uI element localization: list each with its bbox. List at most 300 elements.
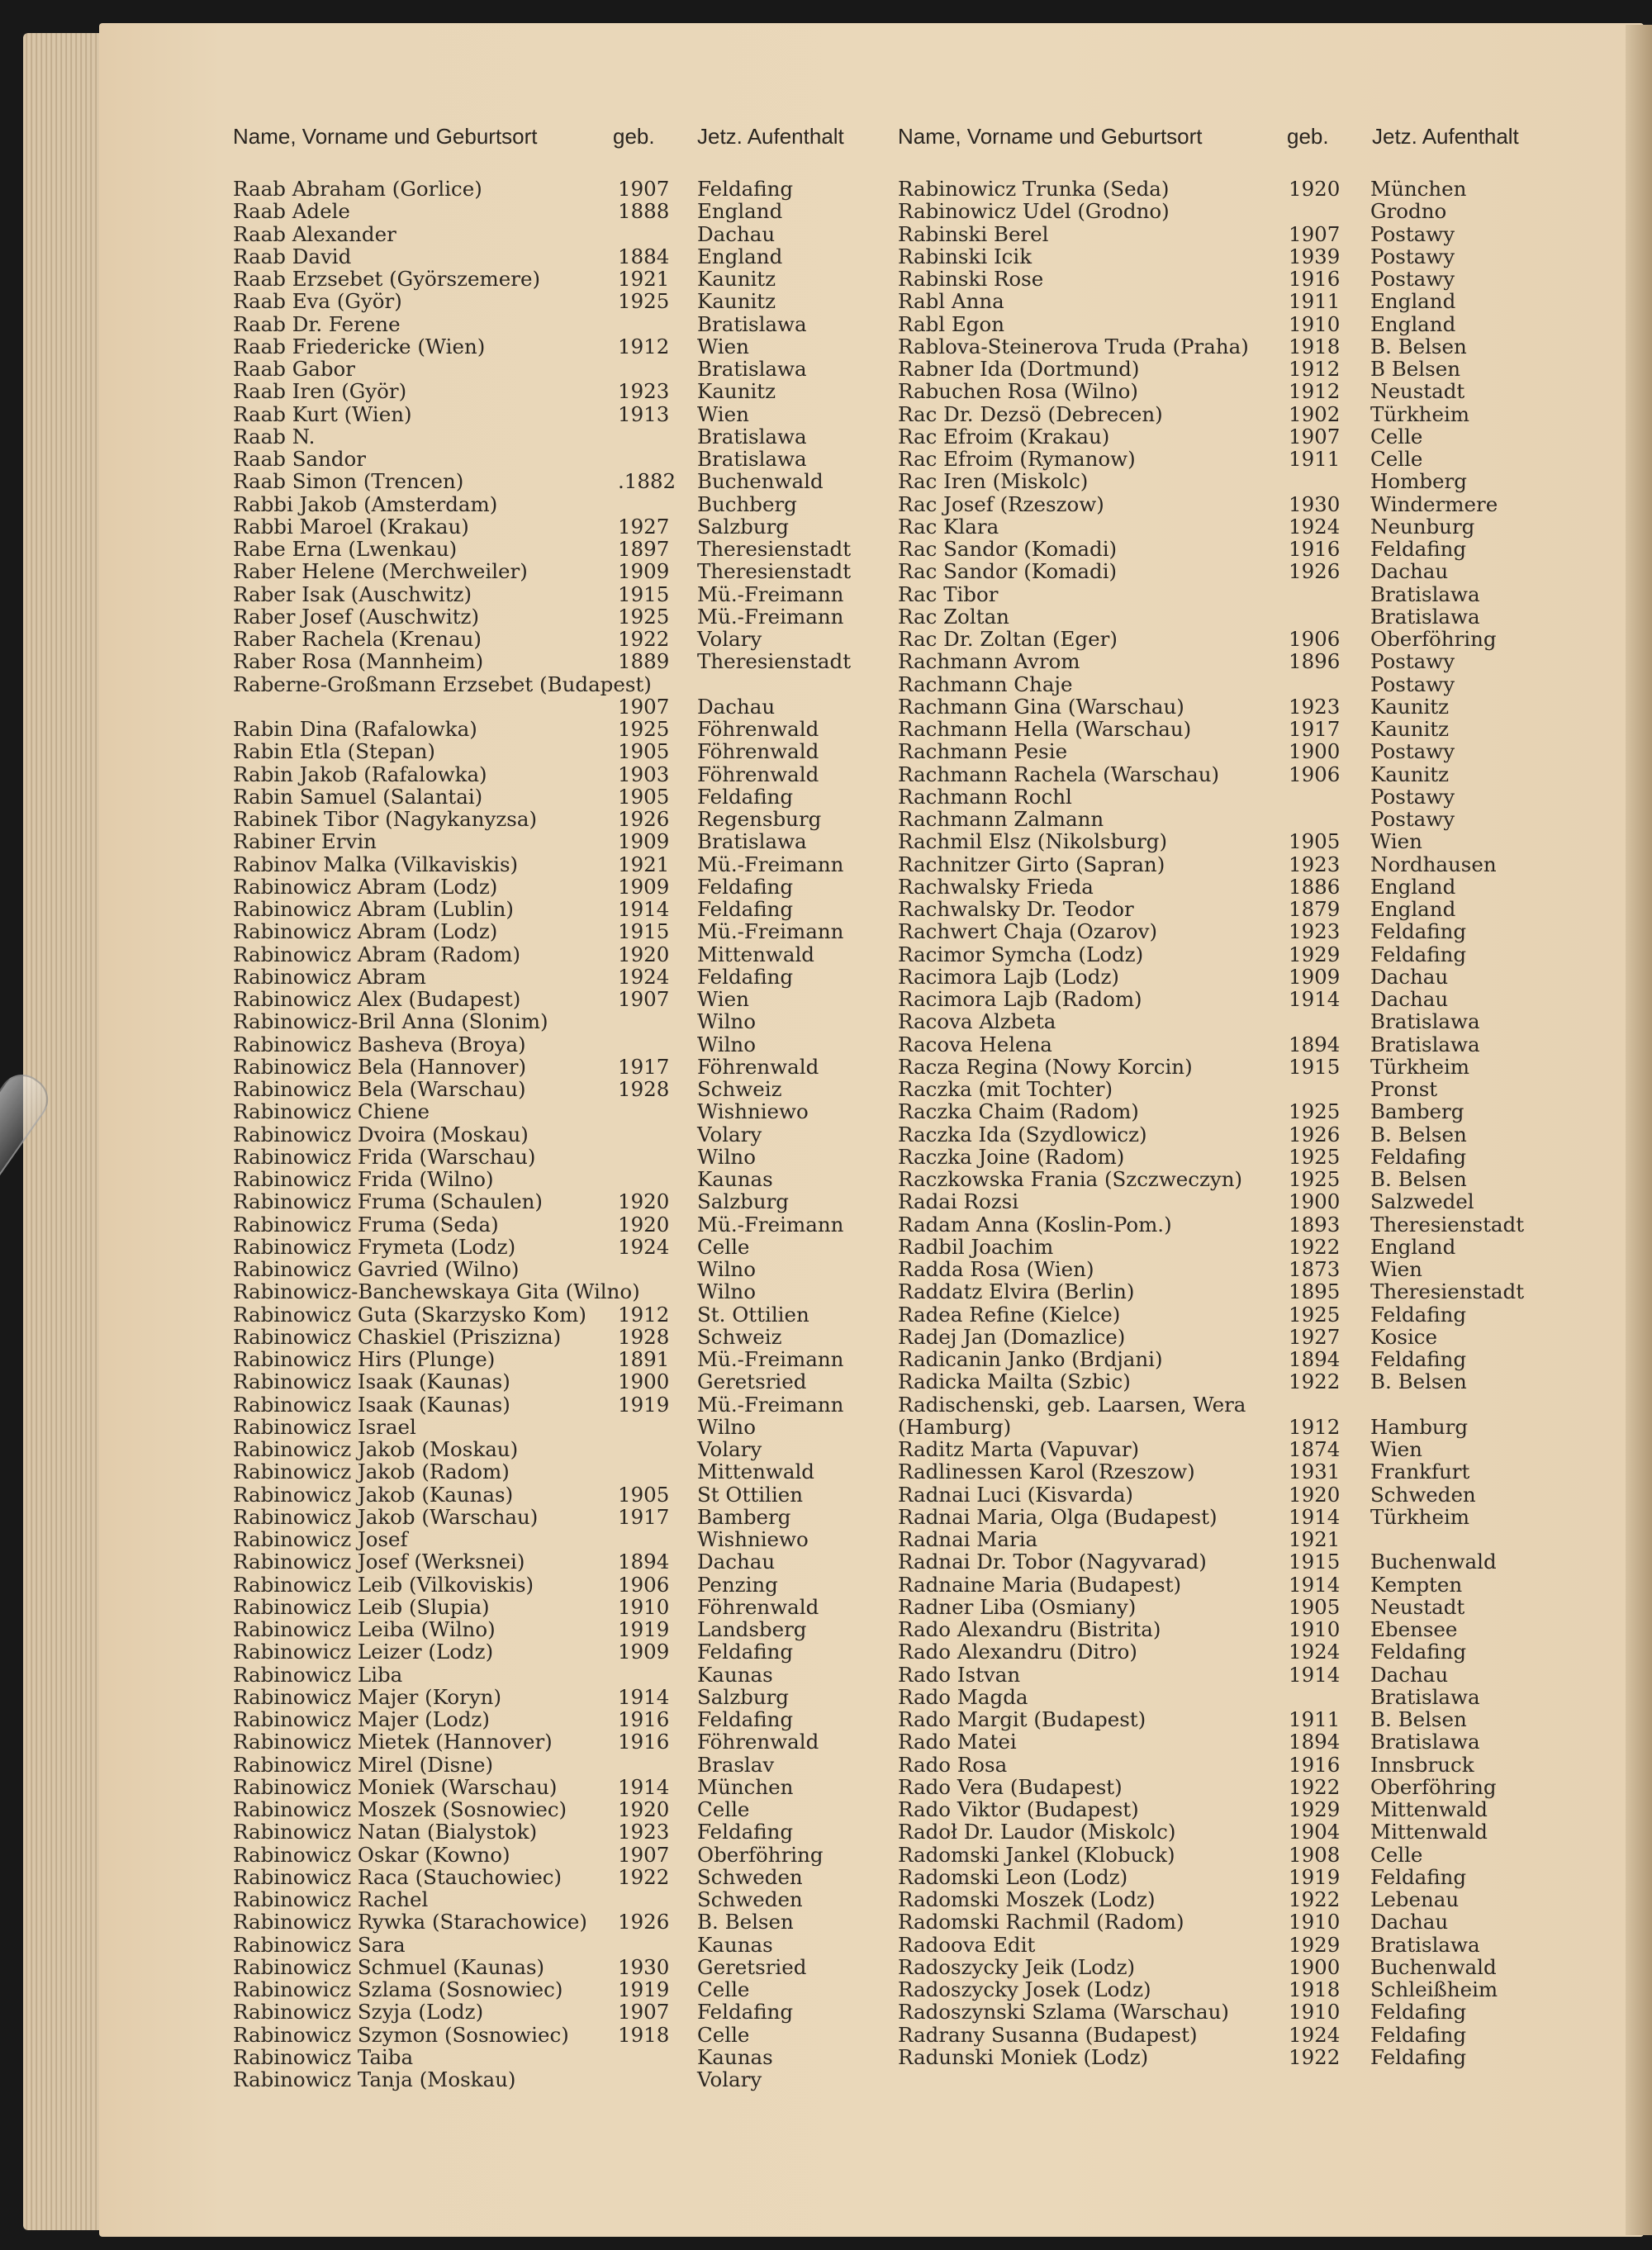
entry-year: 1914: [1289, 1504, 1341, 1529]
entry-place: Mü.-Freimann: [697, 1212, 844, 1237]
entry-year: 1889: [618, 649, 670, 674]
entry-place: Wilno: [697, 1257, 756, 1281]
entry-name: Radnai Maria: [898, 1527, 1038, 1551]
entry-year: 1927: [618, 514, 670, 539]
entry-year: 1922: [1289, 1369, 1341, 1394]
entry-name: Racimora Lajb (Lodz): [898, 964, 1119, 989]
entry-place: Feldafing: [697, 1640, 794, 1664]
entry-place: Kaunitz: [697, 267, 776, 291]
entry-place: Ebensee: [1370, 1617, 1458, 1641]
entry-place: Wilno: [697, 1279, 756, 1304]
entry-place: Neustadt: [1370, 1594, 1465, 1619]
entry-place: Bratislawa: [697, 357, 807, 381]
entry-name: Radomski Leon (Lodz): [898, 1864, 1128, 1889]
entry-year: 1912: [618, 334, 670, 358]
entry-place: München: [697, 1774, 794, 1799]
entry-name: Rachmann Gina (Warschau): [898, 694, 1184, 719]
entry-year: 1905: [618, 784, 670, 809]
entry-year: 1912: [618, 1302, 670, 1327]
entry-name: Raab Adele: [233, 199, 350, 224]
entry-place: Feldafing: [1370, 919, 1467, 944]
entry-place: Bratislawa: [1370, 1730, 1480, 1754]
entry-name: Rabinov Malka (Vilkaviskis): [233, 852, 519, 876]
entry-year: 1925: [618, 717, 670, 741]
entry-name: Rabinowicz Liba: [233, 1662, 403, 1687]
entry-place: Wilno: [697, 1144, 756, 1169]
entry-year: 1907: [618, 1842, 670, 1867]
entry-name: Radam Anna (Koslin-Pom.): [898, 1212, 1172, 1237]
entry-year: 1914: [1289, 1662, 1341, 1687]
entry-place: England: [1370, 897, 1456, 921]
entry-place: Postawy: [1370, 244, 1455, 268]
entry-name: Radrany Susanna (Budapest): [898, 2022, 1198, 2047]
entry-name: Rac Klara: [898, 514, 999, 539]
entry-place: Schweden: [697, 1887, 803, 1911]
entry-name: Rabinski Rose: [898, 267, 1044, 291]
entry-year: 1922: [618, 627, 670, 651]
entry-year: 1923: [1289, 919, 1341, 944]
entry-year: 1929: [1289, 942, 1341, 966]
entry-place: Dachau: [697, 694, 776, 719]
entry-name: Rabinowicz Gavried (Wilno): [233, 1257, 520, 1281]
entry-place: Mittenwald: [697, 942, 814, 966]
entry-year: 1910: [1289, 2000, 1341, 2025]
entry-name: Radischenski, geb. Laarsen, Wera: [898, 1392, 1246, 1417]
header-right-place: Jetz. Aufenthalt: [1372, 124, 1519, 149]
entry-year: 1922: [618, 1864, 670, 1889]
entry-place: Kosice: [1370, 1324, 1438, 1349]
entry-place: St Ottilien: [697, 1482, 803, 1507]
entry-place: Dachau: [1370, 987, 1449, 1011]
entry-place: Schweden: [697, 1864, 803, 1889]
entry-year: 1913: [618, 401, 670, 426]
entry-place: Türkheim: [1370, 401, 1470, 426]
entry-place: Feldafing: [1370, 1640, 1467, 1664]
entry-year: 1919: [618, 1617, 670, 1641]
entry-year: 1917: [1289, 717, 1341, 741]
entry-place: Dachau: [697, 221, 776, 246]
entry-year: 1939: [1289, 244, 1341, 268]
entry-place: Feldafing: [697, 177, 794, 201]
entry-place: Föhrenwald: [697, 717, 819, 741]
entry-year: 1907: [618, 694, 670, 719]
entry-place: Theresienstadt: [697, 537, 852, 561]
entry-place: B Belsen: [1370, 357, 1460, 381]
entry-place: England: [1370, 289, 1456, 314]
entry-place: Neustadt: [1370, 379, 1465, 404]
entry-place: Homberg: [1370, 469, 1467, 494]
entry-name: Radnaine Maria (Budapest): [898, 1572, 1182, 1597]
header-left-place: Jetz. Aufenthalt: [697, 124, 844, 149]
entry-year: 1929: [1289, 1932, 1341, 1957]
entry-place: Grodno: [1370, 199, 1447, 224]
entry-name: Rabner Ida (Dortmund): [898, 357, 1140, 381]
entry-place: Celle: [697, 1977, 750, 2001]
entry-year: .1882: [618, 469, 676, 494]
entry-year: 1888: [618, 199, 670, 224]
entry-place: Buchberg: [697, 491, 797, 516]
entry-year: 1915: [1289, 1550, 1341, 1574]
entry-place: Feldafing: [1370, 2044, 1467, 2069]
entry-name: Raab David: [233, 244, 352, 268]
entry-place: Bratislawa: [697, 424, 807, 449]
entry-place: Feldafing: [1370, 1864, 1467, 1889]
entry-year: 1919: [618, 1392, 670, 1417]
entry-year: 1914: [618, 1684, 670, 1709]
entry-year: 1873: [1289, 1257, 1341, 1281]
entry-year: 1874: [1289, 1437, 1341, 1461]
entry-name: Rabinowicz Isaak (Kaunas): [233, 1392, 510, 1417]
entry-place: Mittenwald: [1370, 1797, 1488, 1821]
entry-place: Volary: [697, 627, 762, 651]
entry-place: B. Belsen: [1370, 334, 1467, 358]
entry-name: Raab Kurt (Wien): [233, 401, 412, 426]
entry-place: Mü.-Freimann: [697, 1347, 844, 1371]
entry-place: B. Belsen: [1370, 1122, 1467, 1146]
entry-name: Raber Helene (Merchweiler): [233, 559, 528, 584]
entry-year: 1902: [1289, 401, 1341, 426]
entry-year: 1926: [1289, 1122, 1341, 1146]
entry-year: 1930: [618, 1954, 670, 1979]
entry-place: Geretsried: [697, 1954, 807, 1979]
entry-year: 1907: [1289, 424, 1341, 449]
entry-name: Raczka Chaim (Radom): [898, 1099, 1139, 1124]
entry-name: Rabinski Icik: [898, 244, 1032, 268]
entry-name: Rabinowicz Rywka (Starachowice): [233, 1910, 587, 1934]
entry-place: Wilno: [697, 1414, 756, 1439]
entry-name: Radea Refine (Kielce): [898, 1302, 1121, 1327]
entry-place: Celle: [1370, 424, 1423, 449]
entry-place: Mittenwald: [697, 1460, 814, 1484]
entry-year: 1920: [1289, 1482, 1341, 1507]
entry-year: 1925: [1289, 1144, 1341, 1169]
entry-name: Radner Liba (Osmiany): [898, 1594, 1137, 1619]
entry-place: Föhrenwald: [697, 762, 819, 786]
entry-year: 1925: [1289, 1099, 1341, 1124]
entry-name: Raab Alexander: [233, 221, 396, 246]
entry-name: Raberne-Großmann Erzsebet (Budapest): [233, 672, 652, 696]
entry-name: Rabinowicz Frymeta (Lodz): [233, 1234, 516, 1259]
entry-year: 1922: [1289, 1887, 1341, 1911]
entry-place: Bratislawa: [1370, 1032, 1480, 1056]
entry-name: Rac Efroim (Krakau): [898, 424, 1110, 449]
entry-place: Wien: [697, 401, 749, 426]
entry-name: Rabinowicz Rachel: [233, 1887, 429, 1911]
entry-place: Theresienstadt: [1370, 1212, 1525, 1237]
entry-year: 1927: [1289, 1324, 1341, 1349]
entry-year: 1903: [618, 762, 670, 786]
entry-place: Wien: [1370, 1437, 1422, 1461]
entry-year: 1916: [1289, 267, 1341, 291]
entry-place: Feldafing: [697, 874, 794, 899]
entry-name: Radomski Rachmil (Radom): [898, 1910, 1184, 1934]
entry-name: Racova Alzbeta: [898, 1009, 1056, 1034]
entry-name: Rabinowicz Fruma (Schaulen): [233, 1189, 543, 1214]
entry-year: 1925: [1289, 1302, 1341, 1327]
entry-place: Föhrenwald: [697, 739, 819, 764]
entry-place: Buchenwald: [697, 469, 824, 494]
entry-year: 1905: [1289, 1594, 1341, 1619]
entry-place: Wishniewo: [697, 1099, 809, 1124]
entry-name: Rabinowicz Jakob (Radom): [233, 1460, 510, 1484]
entry-year: 1921: [618, 267, 670, 291]
entry-year: 1923: [618, 379, 670, 404]
entry-place: Kaunas: [697, 2044, 773, 2069]
entry-name: Radicanin Janko (Brdjani): [898, 1347, 1163, 1371]
entry-name: Rachwert Chaja (Ozarov): [898, 919, 1158, 944]
entry-year: 1924: [618, 964, 670, 989]
entry-year: 1906: [1289, 762, 1341, 786]
entry-name: Racimor Symcha (Lodz): [898, 942, 1144, 966]
entry-name: Rabin Jakob (Rafalowka): [233, 762, 487, 786]
entry-name: Rabinowicz Leib (Slupia): [233, 1594, 490, 1619]
entry-place: Kaunitz: [697, 379, 776, 404]
entry-name: Rabinowicz Leiba (Wilno): [233, 1617, 496, 1641]
entry-year: 1908: [1289, 1842, 1341, 1867]
entry-name: Raber Josef (Auschwitz): [233, 604, 480, 629]
entry-name: Rabinowicz Mietek (Hannover): [233, 1730, 553, 1754]
entry-name: Raab Abraham (Gorlice): [233, 177, 482, 201]
entry-place: Bamberg: [1370, 1099, 1464, 1124]
entry-name: Rac Dr. Zoltan (Eger): [898, 627, 1118, 651]
entry-year: 1907: [618, 2000, 670, 2025]
entry-place: Feldafing: [1370, 942, 1467, 966]
entry-name: Rabinowicz Dvoira (Moskau): [233, 1122, 529, 1146]
entry-place: Kaunas: [697, 1167, 773, 1191]
entry-year: 1894: [1289, 1032, 1341, 1056]
entry-place: Postawy: [1370, 739, 1455, 764]
entry-name: Raab N.: [233, 424, 316, 449]
entry-name: Rabinowicz Israel: [233, 1414, 416, 1439]
entry-name: Rabinowicz-Bril Anna (Slonim): [233, 1009, 548, 1034]
entry-place: Celle: [1370, 1842, 1423, 1867]
entry-name: Rabinowicz Natan (Bialystok): [233, 1820, 538, 1844]
entry-place: Postawy: [1370, 649, 1455, 674]
entry-year: 1907: [618, 177, 670, 201]
entry-name: Rabbi Maroel (Krakau): [233, 514, 469, 539]
entry-name: Rabinowicz Szyja (Lodz): [233, 2000, 484, 2025]
entry-place: Salzburg: [697, 1684, 789, 1709]
entry-name: Rabinowicz Udel (Grodno): [898, 199, 1170, 224]
entry-name: Rabinowicz Raca (Stauchowiec): [233, 1864, 563, 1889]
entry-name: Rabinowicz Trunka (Seda): [898, 177, 1170, 201]
entry-year: 1900: [1289, 739, 1341, 764]
entry-year: 1925: [618, 604, 670, 629]
entry-place: Celle: [1370, 447, 1423, 471]
entry-year: 1926: [618, 807, 670, 831]
entry-place: Celle: [697, 1234, 750, 1259]
entry-place: Kaunitz: [697, 289, 776, 314]
entry-year: 1922: [1289, 1234, 1341, 1259]
entry-year: 1923: [618, 1820, 670, 1844]
entry-place: Feldafing: [1370, 1144, 1467, 1169]
entry-place: Feldafing: [697, 784, 794, 809]
entry-name: Raab Sandor: [233, 447, 367, 471]
entry-name: Rabinowicz Alex (Budapest): [233, 987, 521, 1011]
entry-place: Wien: [1370, 829, 1422, 854]
entry-year: 1909: [618, 559, 670, 584]
entry-name: Racova Helena: [898, 1032, 1052, 1056]
entry-place: Bratislawa: [1370, 1932, 1480, 1957]
entry-year: 1910: [1289, 311, 1341, 336]
entry-name: Rabinowicz Abram (Lublin): [233, 897, 514, 921]
entry-name: Raditz Marta (Vapuvar): [898, 1437, 1140, 1461]
entry-name: Rachmann Rachela (Warschau): [898, 762, 1220, 786]
entry-place: Windermere: [1370, 491, 1498, 516]
entry-name: Radoł Dr. Laudor (Miskolc): [898, 1820, 1176, 1844]
entry-place: Kaunitz: [1370, 694, 1450, 719]
entry-name: Radomski Moszek (Lodz): [898, 1887, 1156, 1911]
entry-place: Oberföhring: [1370, 1774, 1497, 1799]
entry-place: Kaunitz: [1370, 717, 1450, 741]
entry-year: 1895: [1289, 1279, 1341, 1304]
entry-place: England: [1370, 1234, 1456, 1259]
entry-place: Postawy: [1370, 221, 1455, 246]
entry-year: 1917: [618, 1054, 670, 1079]
entry-place: Kempten: [1370, 1572, 1463, 1597]
entry-place: Föhrenwald: [697, 1594, 819, 1619]
entry-year: 1905: [1289, 829, 1341, 854]
entry-place: England: [1370, 874, 1456, 899]
entry-year: 1918: [1289, 1977, 1341, 2001]
header-left-year: geb.: [613, 124, 655, 149]
entry-place: Wilno: [697, 1009, 756, 1034]
entry-place: Neunburg: [1370, 514, 1475, 539]
entry-name: Radoszycky Josek (Lodz): [898, 1977, 1151, 2001]
entry-name: Rabinowicz Mirel (Disne): [233, 1752, 494, 1777]
entry-place: Volary: [697, 2067, 762, 2091]
book-gutter: [1626, 25, 1652, 2235]
entry-place: Dachau: [1370, 964, 1449, 989]
entry-name: Rabl Egon: [898, 311, 1005, 336]
entry-name: Rabinowicz Frida (Wilno): [233, 1167, 494, 1191]
entry-name: Rado Magda: [898, 1684, 1028, 1709]
entry-year: 1925: [618, 289, 670, 314]
entry-place: Theresienstadt: [697, 649, 852, 674]
entry-year: 1919: [618, 1977, 670, 2001]
entry-year: 1930: [1289, 491, 1341, 516]
entry-name: Rabinowicz Josef: [233, 1527, 408, 1551]
entry-place: Bratislawa: [1370, 581, 1480, 606]
entry-place: B. Belsen: [697, 1910, 794, 1934]
entry-year: 1909: [1289, 964, 1341, 989]
entry-place: Dachau: [697, 1550, 776, 1574]
entry-year: 1916: [1289, 1752, 1341, 1777]
entry-place: Geretsried: [697, 1369, 807, 1394]
entry-year: 1884: [618, 244, 670, 268]
entry-year: 1914: [618, 1774, 670, 1799]
entry-place: Celle: [697, 1797, 750, 1821]
entry-place: Schweden: [1370, 1482, 1476, 1507]
entry-place: Postawy: [1370, 672, 1455, 696]
entry-year: 1900: [618, 1369, 670, 1394]
entry-year: 1920: [618, 1797, 670, 1821]
entry-name: Rabl Anna: [898, 289, 1004, 314]
entry-name: Rabin Etla (Stepan): [233, 739, 435, 764]
entry-name: Raber Isak (Auschwitz): [233, 581, 472, 606]
entry-name: Rac Sandor (Komadi): [898, 537, 1118, 561]
entry-name: Rado Viktor (Budapest): [898, 1797, 1139, 1821]
entry-place: Schleißheim: [1370, 1977, 1498, 2001]
entry-name: Rado Alexandru (Bistrita): [898, 1617, 1161, 1641]
entry-place: Pronst: [1370, 1077, 1438, 1101]
entry-name: Rabinowicz Jakob (Warschau): [233, 1504, 539, 1529]
entry-place: Türkheim: [1370, 1054, 1470, 1079]
entry-name: Rac Dr. Dezsö (Debrecen): [898, 401, 1163, 426]
entry-name: Rabinowicz Szymon (Sosnowiec): [233, 2022, 569, 2047]
entry-place: Kaunitz: [1370, 762, 1450, 786]
entry-name: Rado Margit (Budapest): [898, 1707, 1146, 1731]
entry-year: 1924: [1289, 2022, 1341, 2047]
entry-place: Bratislawa: [1370, 1684, 1480, 1709]
entry-place: Mü.-Freimann: [697, 604, 844, 629]
entry-name: Radej Jan (Domazlice): [898, 1324, 1126, 1349]
entry-year: 1910: [618, 1594, 670, 1619]
entry-name: Rac Iren (Miskolc): [898, 469, 1089, 494]
entry-year: 1929: [1289, 1797, 1341, 1821]
entry-name: Rac Sandor (Komadi): [898, 559, 1118, 584]
entry-place: Salzburg: [697, 1189, 789, 1214]
entry-name: Rachmann Rochl: [898, 784, 1072, 809]
entry-place: Braslav: [697, 1752, 775, 1777]
entry-name: Rabinowicz Moszek (Sosnowiec): [233, 1797, 567, 1821]
entry-place: Landsberg: [697, 1617, 807, 1641]
entry-year: 1920: [618, 1189, 670, 1214]
entry-year: 1912: [1289, 1414, 1341, 1439]
entry-name: Rabinowicz Guta (Skarzysko Kom): [233, 1302, 586, 1327]
entry-place: Feldafing: [1370, 2000, 1467, 2025]
entry-name: Rabinowicz Leib (Vilkoviskis): [233, 1572, 534, 1597]
entry-place: Feldafing: [697, 2000, 794, 2025]
entry-place: Hamburg: [1370, 1414, 1469, 1439]
entry-name: Radnai Luci (Kisvarda): [898, 1482, 1133, 1507]
entry-year: 1910: [1289, 1910, 1341, 1934]
entry-name: Rabinowicz Bela (Hannover): [233, 1054, 527, 1079]
entry-place: Feldafing: [697, 964, 794, 989]
entry-place: Feldafing: [697, 1820, 794, 1844]
entry-year: 1893: [1289, 1212, 1341, 1237]
entry-place: Dachau: [1370, 559, 1449, 584]
entry-year: 1904: [1289, 1820, 1341, 1844]
entry-place: Theresienstadt: [697, 559, 852, 584]
entry-year: 1894: [1289, 1730, 1341, 1754]
entry-year: 1916: [618, 1730, 670, 1754]
entry-year: 1918: [1289, 334, 1341, 358]
header-right-year: geb.: [1287, 124, 1329, 149]
entry-year: 1910: [1289, 1617, 1341, 1641]
entry-name: Rachmann Pesie: [898, 739, 1068, 764]
entry-year: 1907: [618, 987, 670, 1011]
entry-name: Raab Friedericke (Wien): [233, 334, 486, 358]
entry-year: 1924: [618, 1234, 670, 1259]
entry-year: 1918: [618, 2022, 670, 2047]
entry-year: 1909: [618, 874, 670, 899]
entry-place: Dachau: [1370, 1662, 1449, 1687]
entry-year: 1911: [1289, 447, 1341, 471]
entry-year: 1928: [618, 1077, 670, 1101]
entry-name: Rabinowicz Sara: [233, 1932, 406, 1957]
entry-name: Rabin Dina (Rafalowka): [233, 717, 477, 741]
entry-place: Regensburg: [697, 807, 822, 831]
entry-name: Rachmann Chaje: [898, 672, 1073, 696]
entry-place: Frankfurt: [1370, 1460, 1470, 1484]
entry-place: Postawy: [1370, 267, 1455, 291]
entry-name: Rachmann Avrom: [898, 649, 1080, 674]
entry-year: 1928: [618, 1324, 670, 1349]
entry-year: 1912: [1289, 379, 1341, 404]
entry-year: 1926: [618, 1910, 670, 1934]
entry-name: Raab Simon (Trencen): [233, 469, 464, 494]
